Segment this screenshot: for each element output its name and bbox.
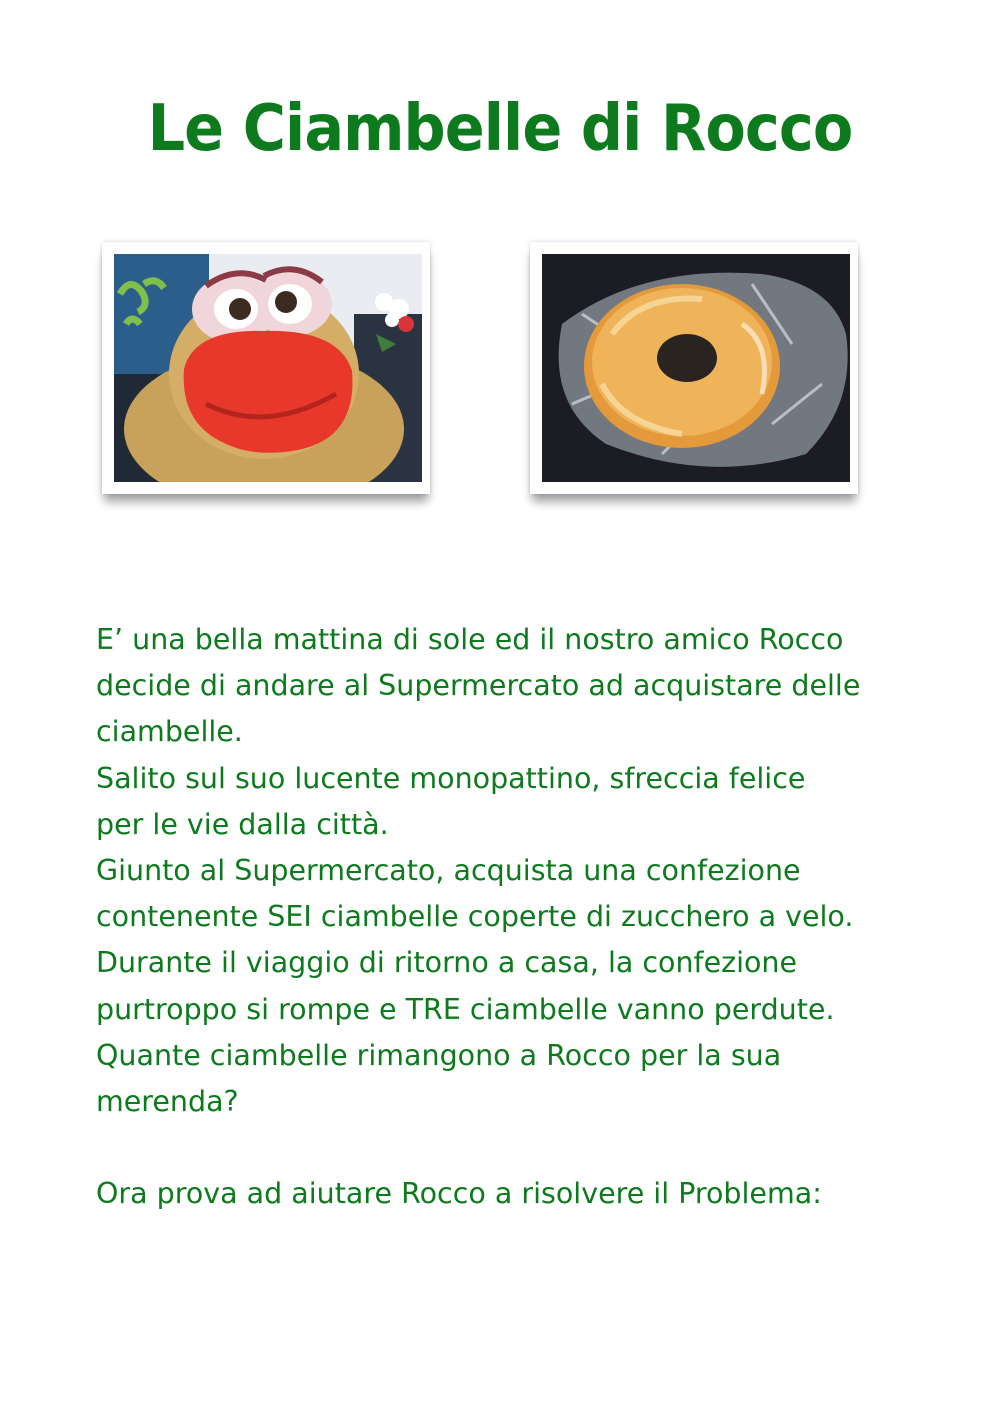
donut-photo-frame xyxy=(530,242,858,494)
donut-photo xyxy=(542,254,850,482)
story-line: purtroppo si rompe e TRE ciambelle vanno perdute. xyxy=(96,992,835,1026)
story-line: ciambelle. xyxy=(96,715,243,749)
puppet-photo xyxy=(114,254,422,482)
puppet-photo-frame xyxy=(102,242,430,494)
story-text xyxy=(96,617,926,1217)
page-title: Le Ciambelle di Rocco xyxy=(147,92,853,166)
story-line: E’ una bella mattina di sole ed il nostro amico Rocco xyxy=(96,623,844,656)
story-line: per le vie dalla città. xyxy=(96,807,389,841)
story-line: Salito sul suo lucente monopattino, sfreccia felice xyxy=(96,761,806,795)
story-line: Quante ciambelle rimangono a Rocco per la sua xyxy=(96,1038,782,1072)
story-line: decide di andare al Supermercato ad acquistare delle xyxy=(96,669,861,703)
story-line: contenente SEI ciambelle coperte di zucchero a velo. xyxy=(96,900,854,934)
story-line: Durante il viaggio di ritorno a casa, la confezione xyxy=(96,946,798,980)
story-line: Giunto al Supermercato, acquista una confezione xyxy=(96,854,801,888)
story-line: merenda? xyxy=(96,1085,239,1119)
problem-prompt: Ora prova ad aiutare Rocco a risolvere il Problema: xyxy=(96,1177,822,1211)
